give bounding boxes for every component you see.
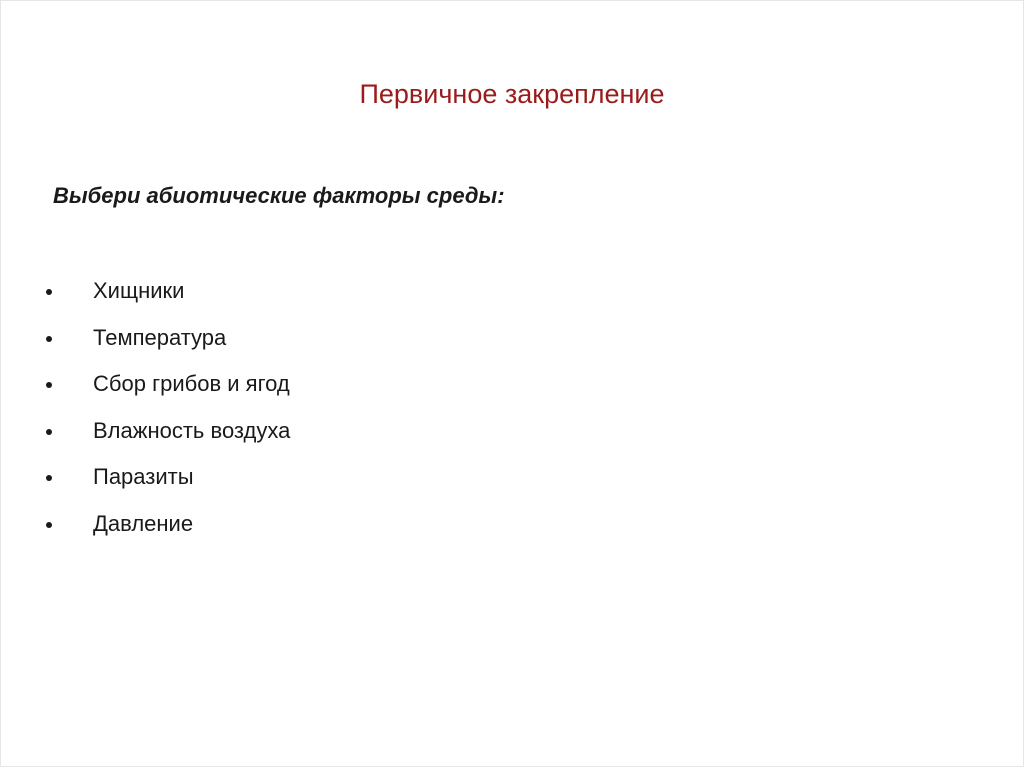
option-label: Давление [93,510,194,536]
option-label: Паразиты [93,464,194,489]
option-label: Сбор грибов и ягод [93,371,290,396]
bullet-icon [46,336,52,342]
bullet-icon [46,475,52,481]
option-label: Хищники [93,278,185,303]
bullet-icon [46,429,52,435]
bullet-icon [46,382,52,388]
question-text: Выбери абиотические факторы среды: [53,183,505,208]
bullet-icon [46,522,52,528]
option-label: Температура [93,324,227,350]
slide-title: Первичное закрепление [359,79,665,109]
bullet-icon [46,289,52,295]
option-label: Влажность воздуха [93,417,291,443]
